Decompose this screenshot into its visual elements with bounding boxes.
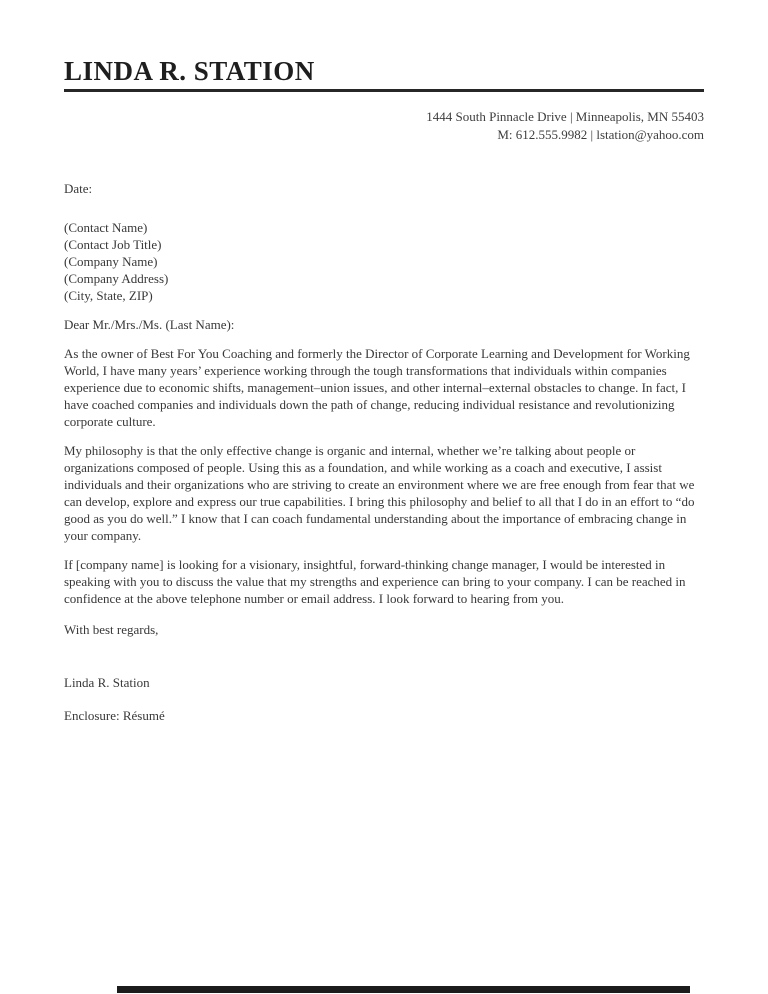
closing-line: With best regards, bbox=[64, 622, 159, 637]
body-paragraph-1: As the owner of Best For You Coaching and formerly the Director of Corporate Learning and Development for Working World, I have many years’ experience working through the tough transformations that individuals within companies experience due to economic shifts, management–union issues, and other internal–external obstacles to change. In fact, I have coached companies and individuals down the path of change, reducing individual resistance and revolutionizing corporate culture. bbox=[64, 346, 690, 429]
recipient-line: (Company Name) bbox=[64, 254, 158, 269]
recipient-line: (Contact Job Title) bbox=[64, 237, 162, 252]
recipient-line: (City, State, ZIP) bbox=[64, 288, 153, 303]
body-paragraph-2: My philosophy is that the only effective change is organic and internal, whether we’re talking about people or organizations composed of people. Using this as a foundation, and while working as a coach and executive, I assist individuals and their organizations who are striving to create an environment where we are free enough from fear that we can develop, explore and express our true capabilities. I bring this philosophy and belief to all that I do in an effort to “do good as you do well.” I know that I can coach fundamental understanding about the importance of embracing change in your company. bbox=[64, 443, 695, 543]
letterhead-address-line: 1444 South Pinnacle Drive | Minneapolis, MN 55403 bbox=[426, 109, 704, 124]
enclosure-note: Enclosure: Résumé bbox=[64, 708, 165, 723]
letterhead-name: LINDA R. STATION bbox=[64, 56, 315, 86]
letterhead-phone-email-line: M: 612.555.9982 | lstation@yahoo.com bbox=[497, 127, 704, 142]
letterhead-contact-block bbox=[64, 108, 704, 144]
signature-name: Linda R. Station bbox=[64, 675, 150, 690]
bottom-bar bbox=[117, 986, 690, 993]
letterhead-rule bbox=[64, 89, 704, 92]
body-paragraph-3: If [company name] is looking for a visionary, insightful, forward-thinking change manager, I would be interested in speaking with you to discuss the value that my strengths and experience can bring to your company. I can be reached in confidence at the above telephone number or email address. I look forward to hearing from you. bbox=[64, 557, 686, 606]
salutation: Dear Mr./Mrs./Ms. (Last Name): bbox=[64, 317, 235, 332]
recipient-block bbox=[64, 219, 704, 304]
date-label: Date: bbox=[64, 181, 93, 196]
recipient-line: (Contact Name) bbox=[64, 220, 148, 235]
recipient-line: (Company Address) bbox=[64, 271, 169, 286]
